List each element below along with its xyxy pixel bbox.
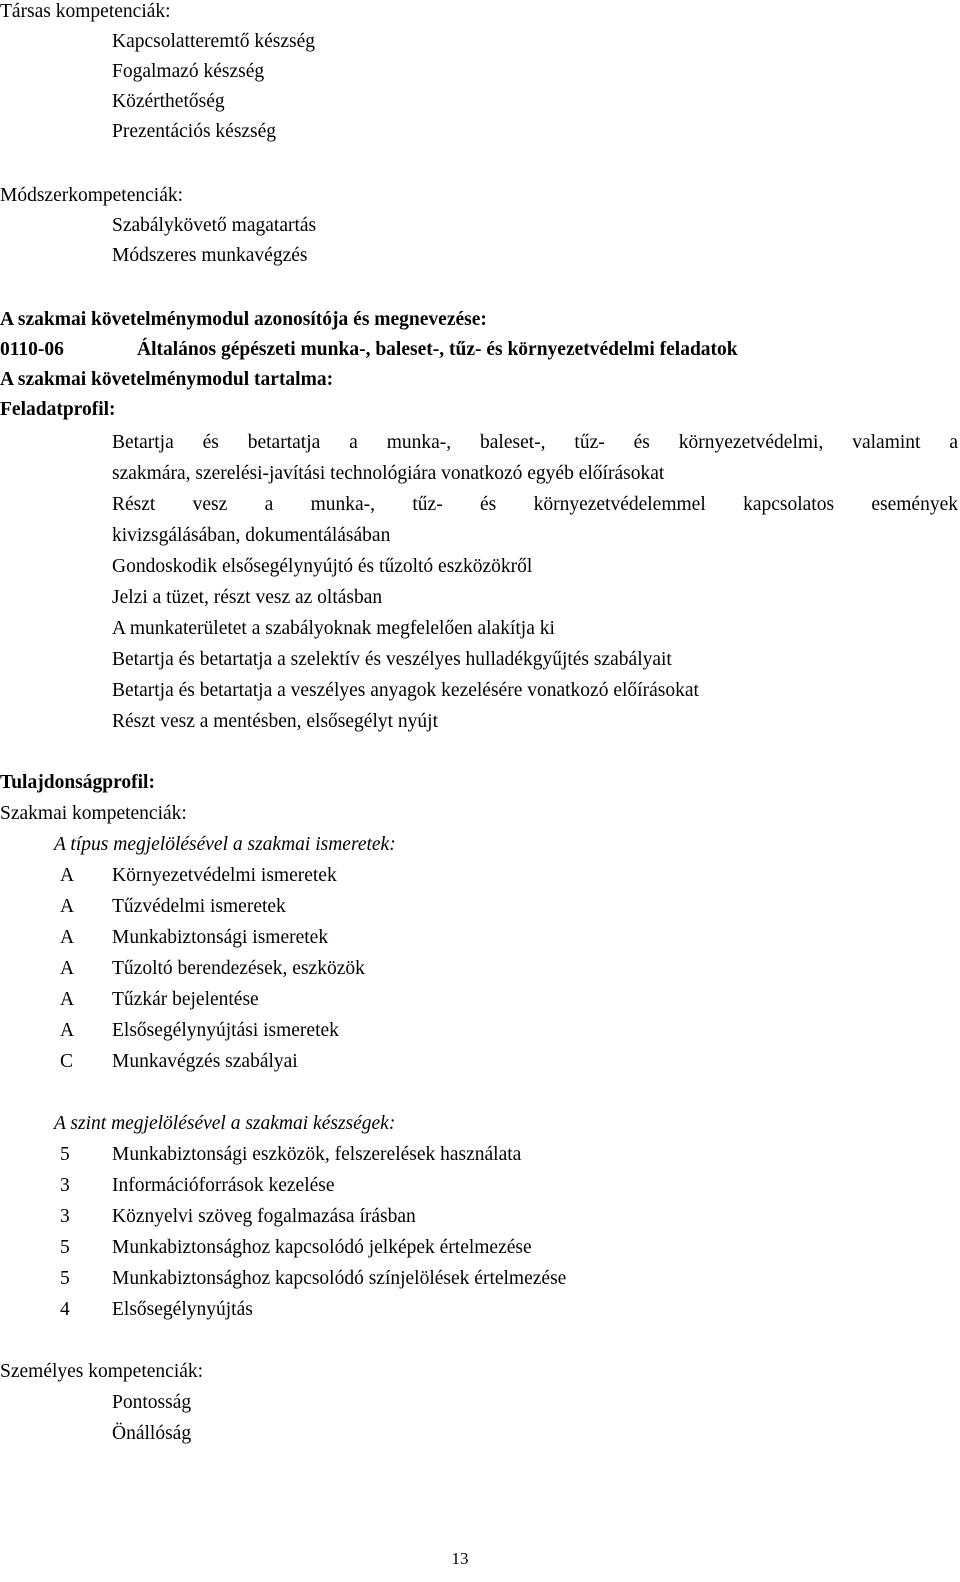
szemelyes-heading: Személyes kompetenciák: [0,1361,204,1382]
modul-code-row [0,338,738,362]
keszseg-text: Elsősegélynyújtás [112,1299,253,1320]
ismeret-text: Tűzkár bejelentése [112,989,259,1010]
ismeret-code: A [60,989,75,1010]
feladatprofil-item: Betartja és betartatja a szelektív és veszélyes hulladékgyűjtés szabályait [112,649,672,670]
tarsas-heading: Társas kompetenciák: [0,1,171,22]
feladatprofil-item: Részt vesz a mentésben, elsősegélyt nyújt [112,711,438,732]
ismeret-code: C [60,1051,74,1072]
ismeret-code: A [60,927,75,948]
keszseg-level: 5 [60,1237,70,1258]
modul-code: 0110-06 [0,339,64,360]
keszseg-text: Munkabiztonsághoz kapcsolódó színjelölések értelmezése [112,1268,567,1289]
ismeretek-heading: A típus megjelölésével a szakmai ismeretek: [54,834,396,855]
modul-id-heading: A szakmai követelménymodul azonosítója és megnevezése: [0,309,487,330]
feladatprofil-item: Gondoskodik elsősegélynyújtó és tűzoltó eszközökről [112,556,533,577]
ismeret-text: Környezetvédelmi ismeretek [112,865,337,886]
ismeret-text: Tűzoltó berendezések, eszközök [112,958,365,979]
modul-content-heading: A szakmai követelménymodul tartalma: [0,369,334,390]
ismeret-code: A [60,896,75,917]
modszer-item: Szabálykövető magatartás [112,215,317,236]
keszseg-level: 3 [60,1206,70,1227]
tarsas-item: Fogalmazó készség [112,61,265,82]
tarsas-item: Közérthetőség [112,91,225,112]
ismeret-code: A [60,865,75,886]
keszseg-text: Munkabiztonsághoz kapcsolódó jelképek értelmezése [112,1237,532,1258]
keszseg-level: 3 [60,1175,70,1196]
keszseg-level: 4 [60,1299,70,1320]
keszseg-level: 5 [60,1144,70,1165]
keszseg-text: Munkabiztonsági eszközök, felszerelések használata [112,1144,522,1165]
feladatprofil-heading: Feladatprofil: [0,399,116,420]
ismeret-code: A [60,1020,75,1041]
feladatprofil-item-cont: szakmára, szerelési-javítási technológiára vonatkozó egyéb előírásokat [112,463,665,484]
ismeret-text: Munkabiztonsági ismeretek [112,927,329,948]
ismeret-text: Tűzvédelmi ismeretek [112,896,286,917]
keszseg-text: Információforrások kezelése [112,1175,335,1196]
feladatprofil-item: A munkaterületet a szabályoknak megfelelően alakítja ki [112,618,555,639]
feladatprofil-item: Betartja és betartatja a munka-, baleset-, tűz- és környezetvédelmi, valamint a [112,432,958,453]
szemelyes-item: Pontosság [112,1392,192,1413]
feladatprofil-item: Betartja és betartatja a veszélyes anyagok kezelésére vonatkozó előírásokat [112,680,699,701]
modul-name: Általános gépészeti munka-, baleset-, tűz- és környezetvédelmi feladatok [137,339,738,360]
keszseg-level: 5 [60,1268,70,1289]
modszer-item: Módszeres munkavégzés [112,245,308,266]
ismeret-code: A [60,958,75,979]
keszsegek-heading: A szint megjelölésével a szakmai készségek: [54,1113,396,1134]
page-number: 13 [451,1549,469,1568]
tarsas-item: Prezentációs készség [112,121,277,142]
feladatprofil-item-cont: kivizsgálásában, dokumentálásában [112,525,391,546]
szakmai-heading: Szakmai kompetenciák: [0,803,187,824]
keszseg-text: Köznyelvi szöveg fogalmazása írásban [112,1206,416,1227]
szemelyes-item: Önállóság [112,1423,192,1444]
feladatprofil-item: Jelzi a tüzet, részt vesz az oltásban [112,587,383,608]
feladatprofil-item: Részt vesz a munka-, tűz- és környezetvédelemmel kapcsolatos események [112,494,958,515]
ismeret-text: Munkavégzés szabályai [112,1051,298,1072]
ismeret-text: Elsősegélynyújtási ismeretek [112,1020,339,1041]
tarsas-item: Kapcsolatteremtő készség [112,31,316,52]
tulajdonsag-heading: Tulajdonságprofil: [0,772,155,793]
modszer-heading: Módszerkompetenciák: [0,185,184,206]
